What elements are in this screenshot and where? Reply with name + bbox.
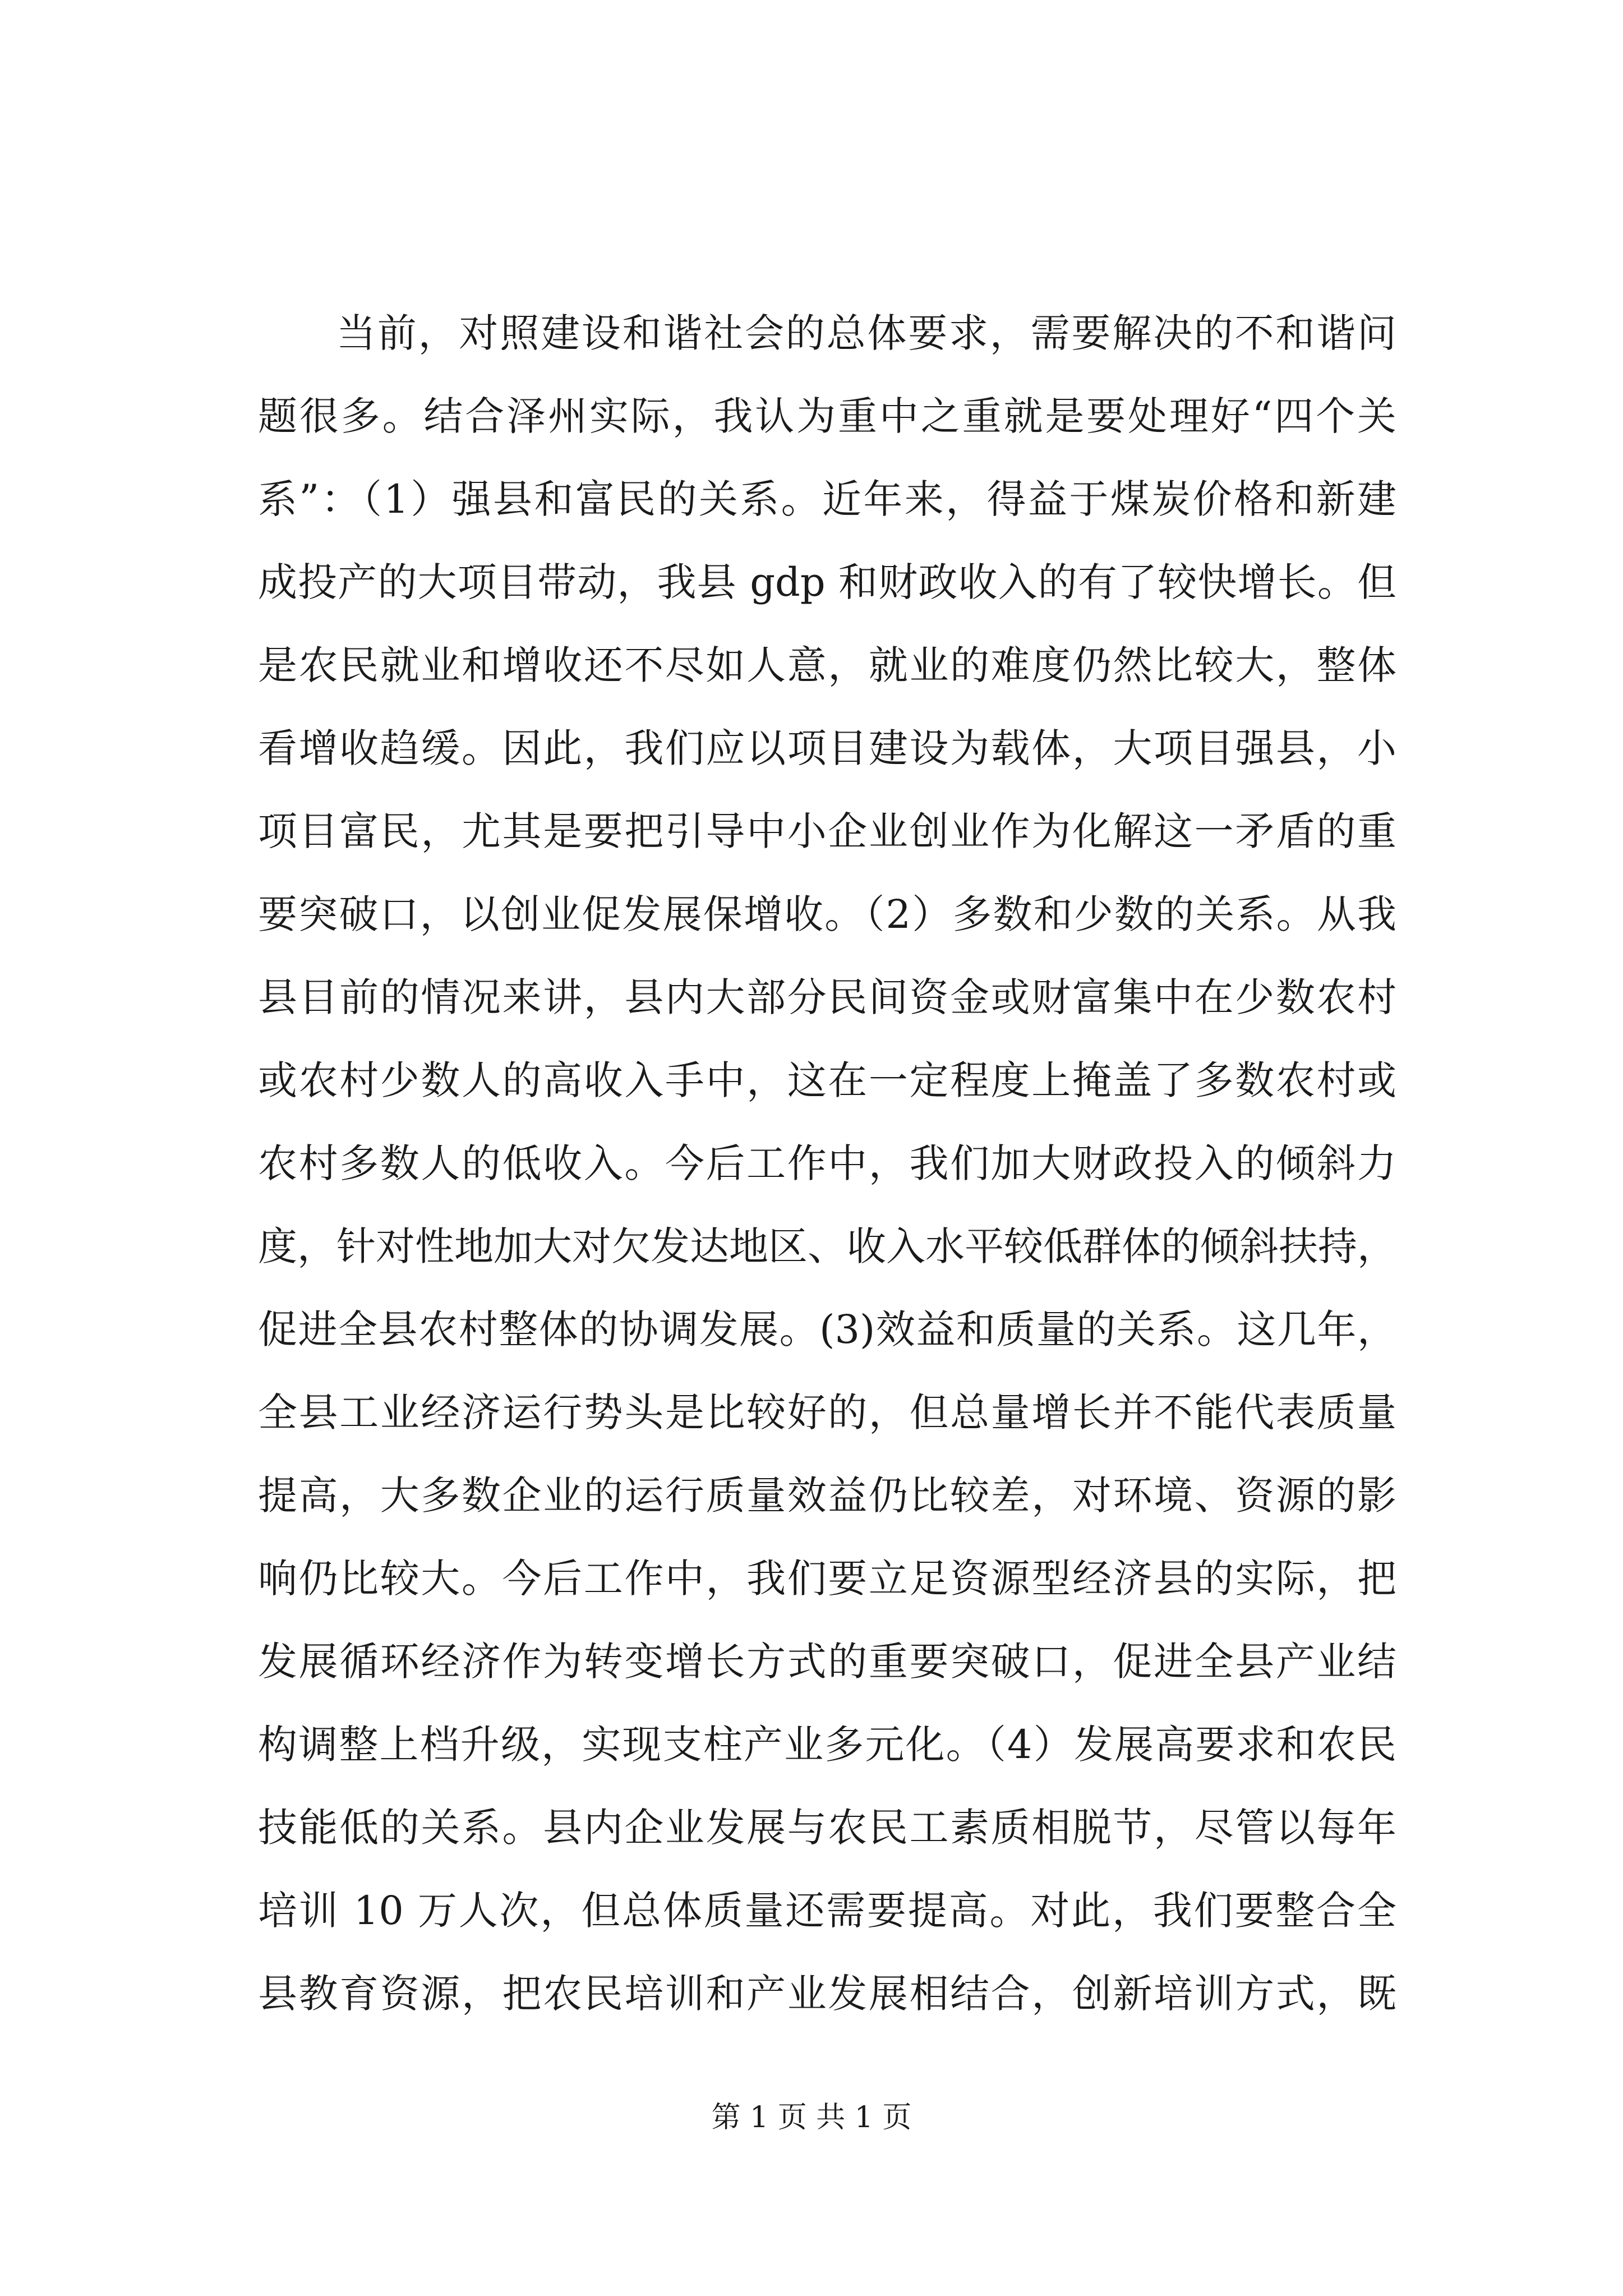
text-line: 农村多数人的低收入。今后工作中，我们加大财政投入的倾斜力 bbox=[258, 1140, 1396, 1186]
text-line: 系”：（1）强县和富民的关系。近年来，得益于煤炭价格和新建 bbox=[258, 476, 1396, 522]
text-line: 促进全县农村整体的协调发展。(3)效益和质量的关系。这几年， bbox=[258, 1306, 1396, 1352]
text-line: 题很多。结合泽州实际，我认为重中之重就是要处理好“四个关 bbox=[258, 393, 1396, 439]
text-line: 县目前的情况来讲，县内大部分民间资金或财富集中在少数农村 bbox=[258, 974, 1396, 1020]
text-line: 全县工业经济运行势头是比较好的，但总量增长并不能代表质量 bbox=[258, 1389, 1396, 1435]
text-line: 提高，大多数企业的运行质量效益仍比较差，对环境、资源的影 bbox=[258, 1473, 1396, 1519]
text-line: 成投产的大项目带动，我县 gdp 和财政收入的有了较快增长。但 bbox=[258, 559, 1396, 605]
text-line: 发展循环经济作为转变增长方式的重要突破口，促进全县产业结 bbox=[258, 1639, 1396, 1685]
text-line: 当前，对照建设和谐社会的总体要求，需要解决的不和谐问 bbox=[336, 310, 1396, 356]
text-line: 度，针对性地加大对欠发达地区、收入水平较低群体的倾斜扶持， bbox=[258, 1223, 1396, 1269]
body-paragraph bbox=[258, 292, 1396, 2035]
text-line: 响仍比较大。今后工作中，我们要立足资源型经济县的实际，把 bbox=[258, 1556, 1396, 1602]
text-line: 培训 10 万人次，但总体质量还需要提高。对此，我们要整合全 bbox=[258, 1888, 1396, 1934]
page-footer: 第 1 页 共 1 页 bbox=[711, 2101, 912, 2134]
text-line: 技能低的关系。县内企业发展与农民工素质相脱节，尽管以每年 bbox=[258, 1805, 1396, 1851]
text-line: 看增收趋缓。因此，我们应以项目建设为载体，大项目强县，小 bbox=[258, 725, 1396, 771]
text-line: 县教育资源，把农民培训和产业发展相结合，创新培训方式，既 bbox=[258, 1971, 1396, 2017]
text-line: 或农村少数人的高收入手中，这在一定程度上掩盖了多数农村或 bbox=[258, 1057, 1396, 1103]
text-line: 项目富民，尤其是要把引导中小企业创业作为化解这一矛盾的重 bbox=[258, 808, 1396, 854]
text-line: 是农民就业和增收还不尽如人意，就业的难度仍然比较大，整体 bbox=[258, 642, 1396, 688]
text-line: 要突破口，以创业促发展保增收。（2）多数和少数的关系。从我 bbox=[258, 891, 1396, 937]
text-line: 构调整上档升级，实现支柱产业多元化。（4）发展高要求和农民 bbox=[258, 1722, 1396, 1768]
